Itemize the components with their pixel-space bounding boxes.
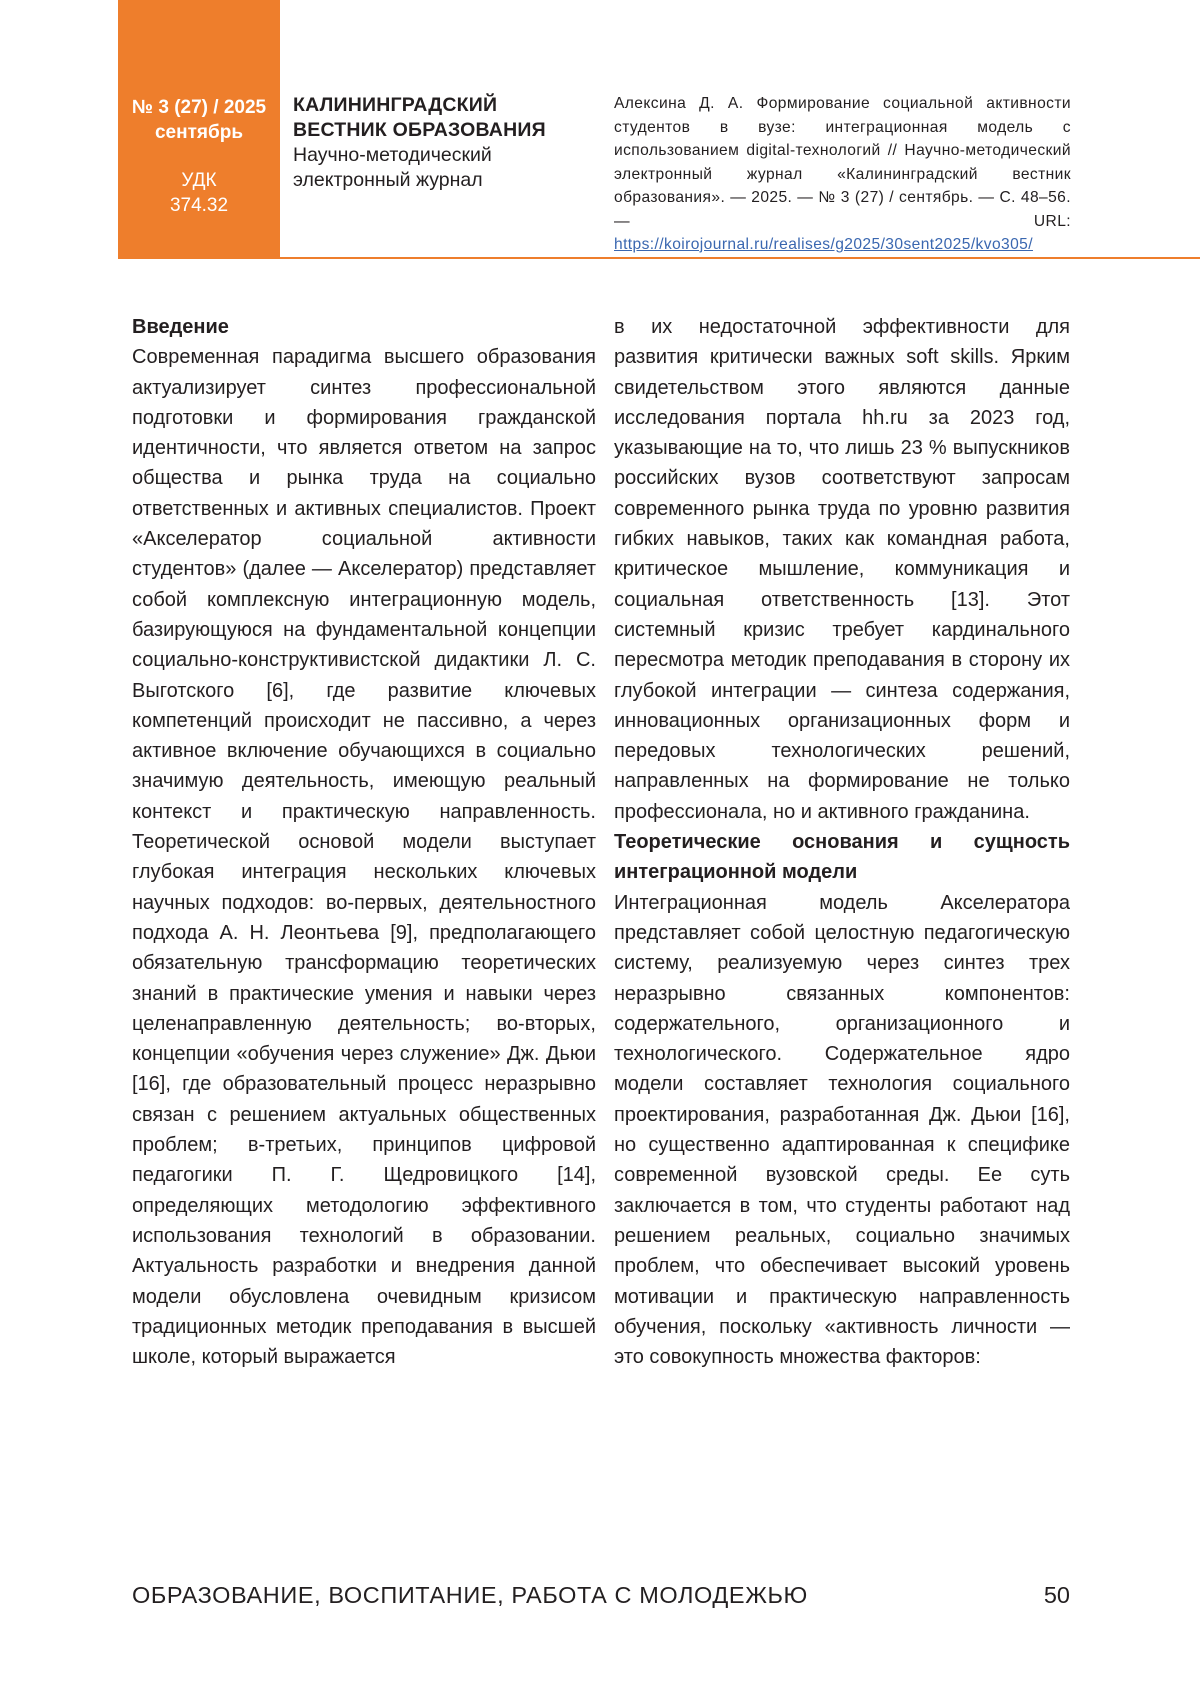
- udk-value: 374.32: [169, 195, 229, 216]
- section-heading-intro: Введение: [132, 316, 229, 338]
- header-divider: [118, 257, 1200, 259]
- issue-month: сентябрь: [154, 122, 244, 143]
- theory-paragraph: Интеграционная модель Акселератора представляет собой целостную педагогическую систему, реализуемую через синтез трех неразрывно связанных компонентов: содержательного, организационного и технологического. Содержательное ядро модели составляет технология социального проектирования, разработанная Дж. Дьюи [16], но существенно адаптированная к специфике современной вузовской среды. Ее суть заключается в том, что студенты работают над решением реальных, социально значимых проблем, что обеспечивает высокий уровень мотивации и практическую направленность обучения, поскольку «активность личности — это совокупность множества факторов:: [614, 891, 1070, 1369]
- right-column: [614, 312, 1070, 1372]
- journal-title-line2: ВЕСТНИК ОБРАЗОВАНИЯ: [293, 119, 546, 141]
- journal-title-line1: КАЛИНИНГРАДСКИЙ: [293, 94, 498, 116]
- page-number: 50: [1043, 1582, 1070, 1608]
- intro-paragraph-continued: в их недостаточной эффективности для развития критически важных soft skills. Ярким свидетельством этого являются данные исследования портала hh.ru за 2023 год, указывающие на то, что лишь 23 % выпускников российских вузов соответствуют запросам современного рынка труда по уровню развития гибких навыков, таких как командная работа, критическое мышление, коммуникация и социальная ответственность [13]. Этот системный кризис требует кардинального пересмотра методик преподавания в сторону их глубокой интеграции — синтеза содержания, инновационных организационных форм и передовых технологических решений, направленных на формирование не только профессионала, но и активного гражданина.: [614, 316, 1070, 823]
- journal-subtitle-line1: Научно-методический: [293, 144, 492, 166]
- journal-subtitle-line2: электронный журнал: [293, 169, 483, 191]
- issue-number: № 3 (27) / 2025: [131, 97, 267, 118]
- citation: [614, 92, 1071, 257]
- journal-title-block: [293, 93, 593, 193]
- citation-text: Алексина Д. А. Формирование социальной активности студентов в вузе: интеграционная модель с использованием digital-технологий // Научно-методический электронный журнал «Калининградский вестник образования». — 2025. — № 3 (27) / сентябрь. — С. 48–56. — URL:: [614, 95, 1071, 230]
- citation-link[interactable]: https://koirojournal.ru/realises/g2025/30sent2025/kvo305/: [614, 236, 1033, 253]
- issue-badge: [118, 0, 280, 258]
- intro-paragraph: Современная парадигма высшего образования актуализирует синтез профессиональной подготовки и формирования гражданской идентичности, что является ответом на запрос общества и рынка труда на социально ответственных и активных специалистов. Проект «Акселератор социальной активности студентов» (далее — Акселератор) представляет собой комплексную интеграционную модель, базирующуюся на фундаментальной концепции социально-конструктивистской дидактики Л. С. Выготского [6], где развитие ключевых компетенций происходит не пассивно, а через активное включение обучающихся в социально значимую деятельность, имеющую реальный контекст и практическую направленность. Теоретической основой модели выступает глубокая интеграция нескольких ключевых научных подходов: во-первых, деятельностного подхода А. Н. Леонтьева [9], предполагающего обязательную трансформацию теоретических знаний в практические умения и навыки через целенаправленную деятельность; во-вторых, концепции «обучения через служение» Дж. Дьюи [16], где образовательный процесс неразрывно связан с решением актуальных общественных проблем; в-третьих, принципов цифровой педагогики П. Г. Щедровицкого [14], определяющих методологию эффективного использования технологий в образовании. Актуальность разработки и внедрения данной модели обусловлена очевидным кризисом традиционных методик преподавания в высшей школе, который выражается: [132, 346, 596, 1369]
- udk-label: УДК: [181, 170, 217, 191]
- left-column: [132, 312, 596, 1372]
- section-heading-theory: Теоретические основания и сущность интеграционной модели: [614, 831, 1070, 884]
- footer-section-title: ОБРАЗОВАНИЕ, ВОСПИТАНИЕ, РАБОТА С МОЛОДЕЖЬЮ: [132, 1582, 808, 1608]
